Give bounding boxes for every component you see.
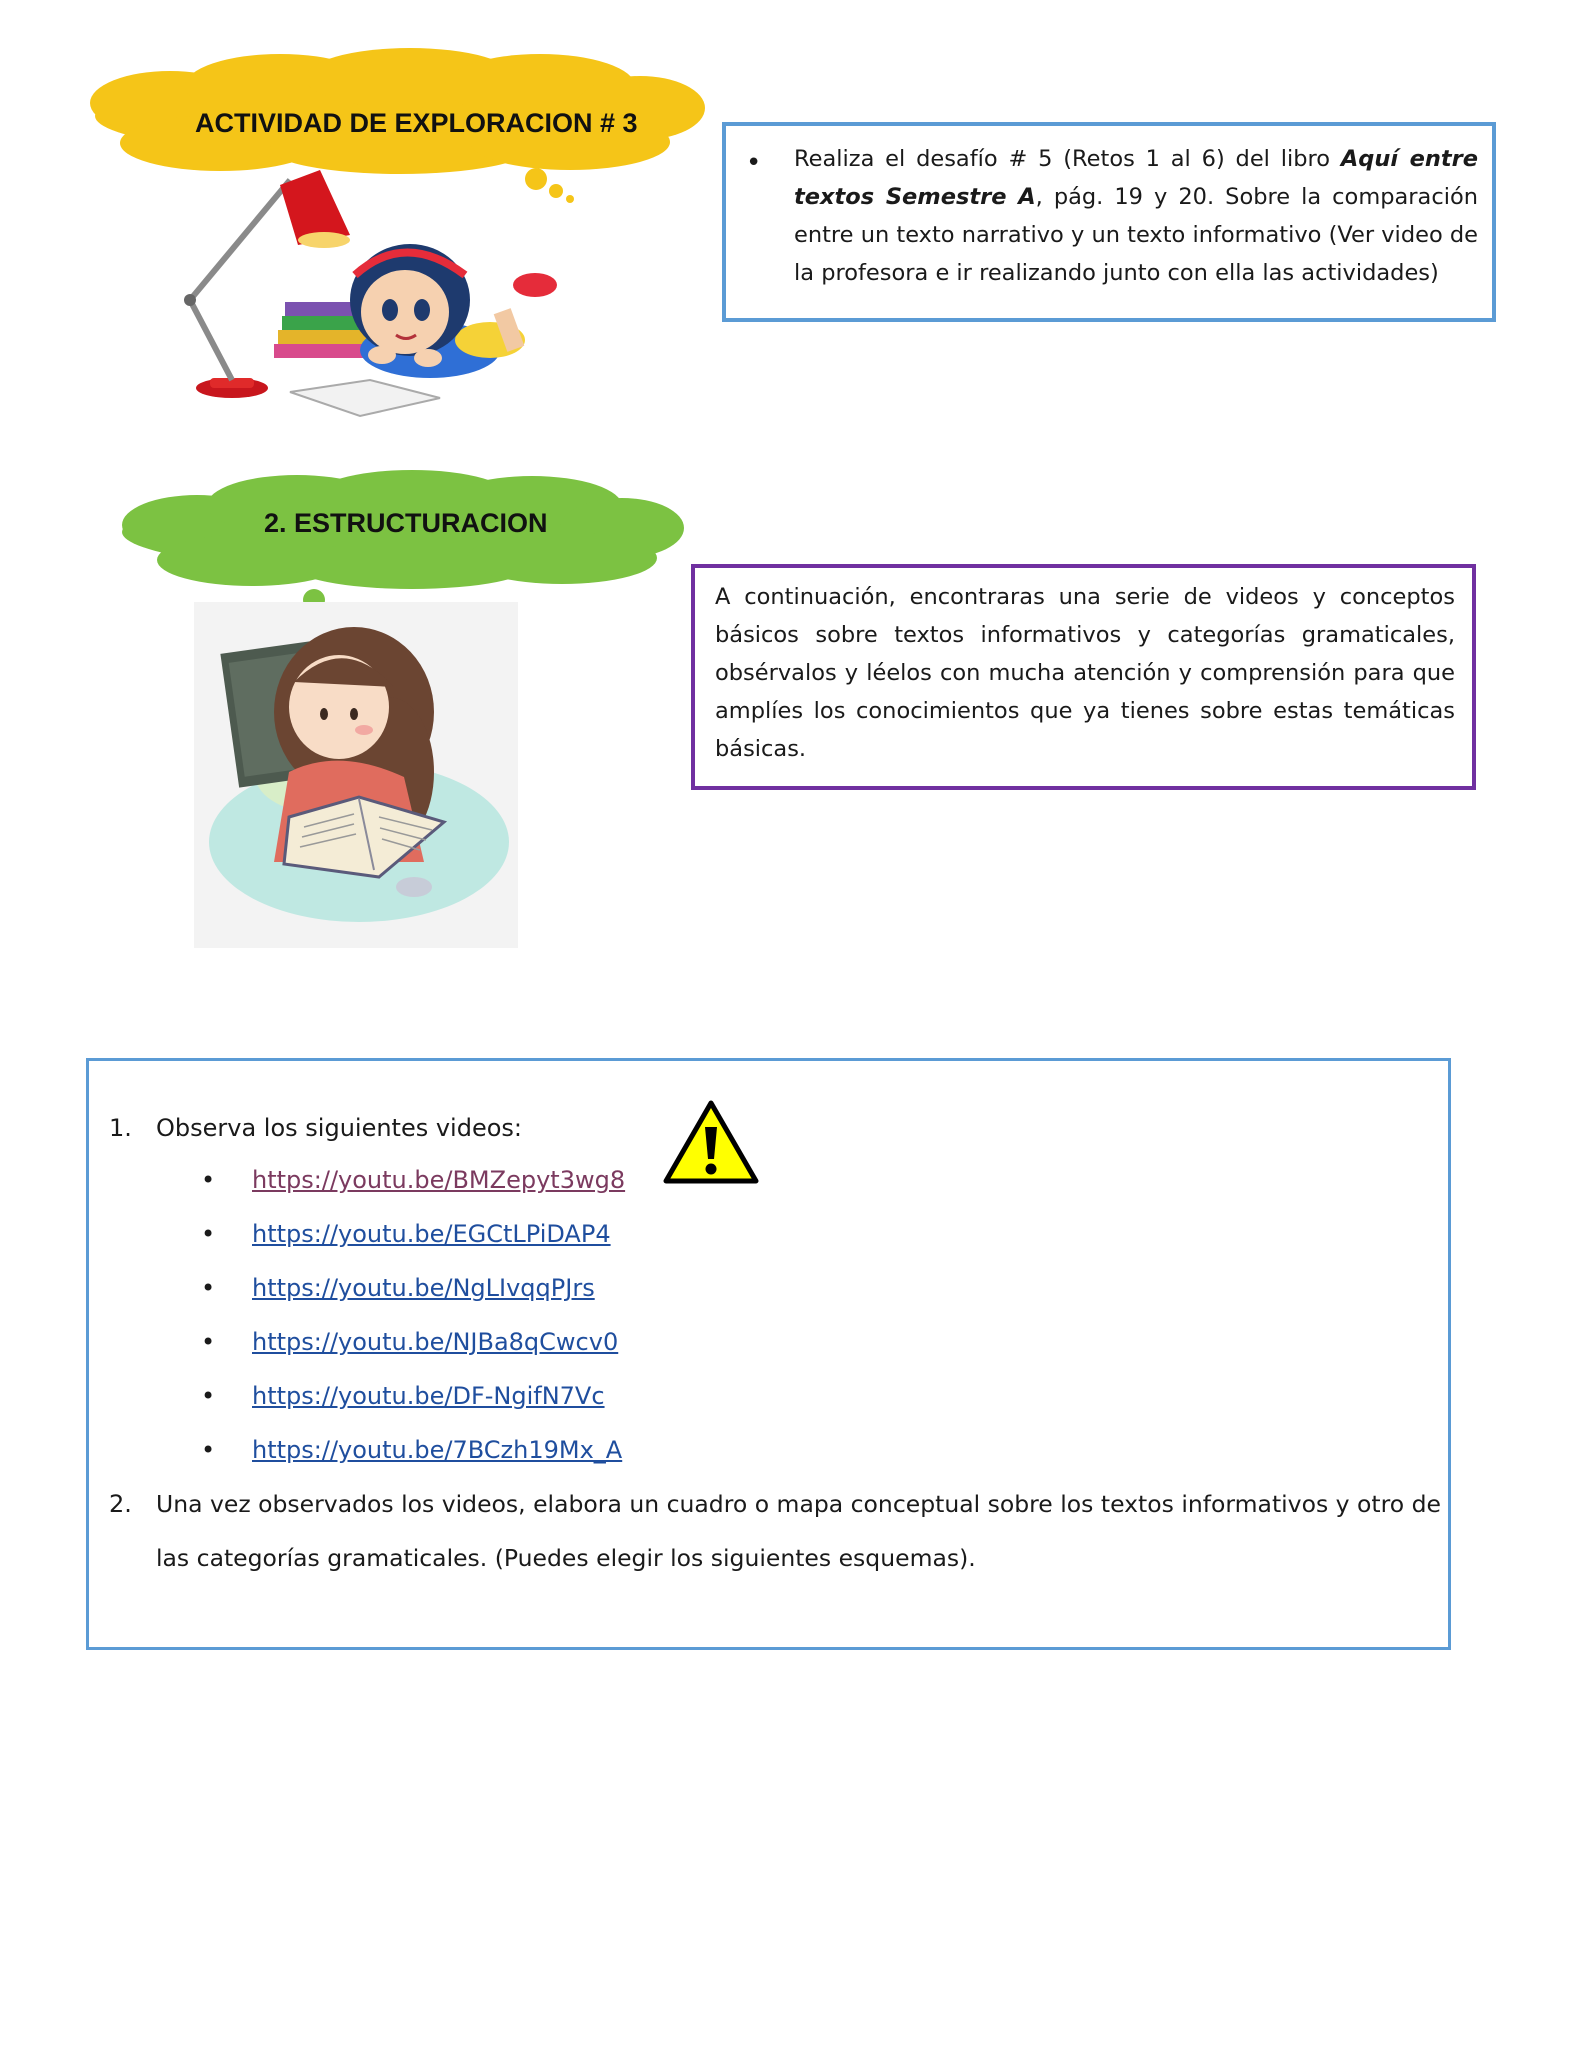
video-link[interactable]: https://youtu.be/BMZepyt3wg8	[252, 1166, 626, 1194]
girl-reading-lamp-illustration	[170, 160, 590, 440]
bullet: •	[201, 1436, 216, 1464]
video-link[interactable]: https://youtu.be/DF-NgifN7Vc	[252, 1382, 605, 1410]
bullet: •	[201, 1220, 216, 1248]
bullet: •	[746, 148, 762, 178]
section1-title: ACTIVIDAD DE EXPLORACION # 3	[195, 108, 638, 138]
yellow-cloud-banner	[80, 48, 710, 178]
list-item-text: las categorías gramaticales. (Puedes elegir los siguientes esquemas).	[156, 1544, 976, 1572]
bullet: •	[201, 1274, 216, 1302]
bullet: •	[201, 1166, 216, 1194]
video-link[interactable]: https://youtu.be/EGCtLPiDAP4	[252, 1220, 611, 1248]
list-item-text: Una vez observados los videos, elabora un cuadro o mapa conceptual sobre los textos informativos y otro de	[156, 1490, 1442, 1518]
green-cloud-banner	[112, 470, 692, 595]
bullet: •	[201, 1382, 216, 1410]
bullet: •	[201, 1328, 216, 1356]
instruction-text-part: , pág. 19 y 20. Sobre la comparación entre un texto narrativo y un texto informativo (Ver video de la profesora e ir realizando junto con ella las actividades)	[794, 184, 1478, 286]
section2-title: 2. ESTRUCTURACION	[264, 508, 548, 538]
list-number: 1.	[109, 1114, 132, 1142]
warning-triangle-icon	[662, 1099, 760, 1185]
video-link[interactable]: https://youtu.be/NJBa8qCwcv0	[252, 1328, 619, 1356]
book-title: Aquí entre textos Semestre A	[794, 146, 1478, 210]
video-link[interactable]: https://youtu.be/NgLIvqqPJrs	[252, 1274, 595, 1302]
intro-text: A continuación, encontraras una serie de videos y conceptos básicos sobre textos informativos y categorías gramaticales, obsérvalos y léelos con mucha atención y comprensión para que amplíes los conocimientos que ya tienes sobre estas temáticas básicas.	[715, 584, 1455, 762]
activities-box	[86, 1058, 1451, 1650]
girl-reading-book-illustration	[194, 602, 518, 948]
video-link[interactable]: https://youtu.be/7BCzh19Mx_A	[252, 1436, 623, 1464]
instruction-text	[794, 140, 1478, 292]
intro-box	[691, 564, 1476, 790]
list-number: 2.	[109, 1490, 132, 1518]
list-item-text: Observa los siguientes videos:	[156, 1114, 522, 1142]
instruction-box	[722, 122, 1496, 322]
instruction-text-part: Realiza el desafío # 5 (Retos 1 al 6) del libro	[794, 146, 1341, 172]
